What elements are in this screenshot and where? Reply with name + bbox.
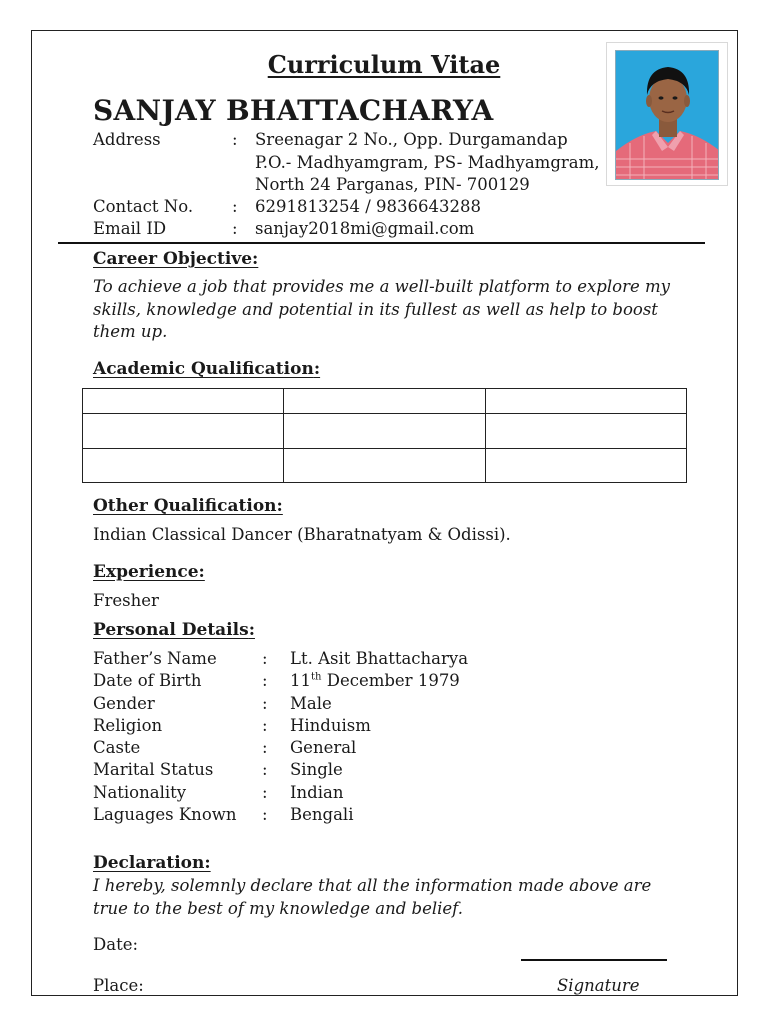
signature-line xyxy=(521,959,667,961)
career-objective-text: To achieve a job that provides me a well-built platform to explore my skills, knowledge and potential in its fullest as well as help to boost them up. xyxy=(93,277,670,341)
personal-colon: : xyxy=(262,805,268,824)
personal-details-heading-text: Personal Details xyxy=(93,620,249,640)
table-row xyxy=(83,414,687,449)
address-line-1: Sreenagar 2 No., Opp. Durgamandap xyxy=(255,130,568,149)
other-qualification-text: Indian Classical Dancer (Bharatnatyam & Odissi). xyxy=(93,525,511,544)
personal-value: Hinduism xyxy=(290,716,371,735)
profile-photo-frame xyxy=(606,42,728,186)
personal-label: Religion xyxy=(93,716,163,735)
academic-heading xyxy=(93,359,320,379)
declaration-heading: Declaration: xyxy=(93,853,211,873)
contact-label: Contact No. xyxy=(93,197,194,216)
personal-label: Date of Birth xyxy=(93,671,202,690)
email-value: sanjay2018mi@gmail.com xyxy=(255,219,475,238)
candidate-name: SANJAY BHATTACHARYA xyxy=(93,94,494,127)
academic-table xyxy=(82,388,687,483)
personal-label: Gender xyxy=(93,694,155,713)
place-label: Place: xyxy=(93,976,144,995)
profile-photo-image xyxy=(616,51,719,180)
personal-value xyxy=(290,671,460,690)
personal-details-heading xyxy=(93,620,255,640)
address-line-2: P.O.- Madhyamgram, PS- Madhyamgram, xyxy=(255,153,600,172)
personal-value: Indian xyxy=(290,783,344,802)
address-colon: : xyxy=(232,130,238,149)
table-cell xyxy=(284,389,485,414)
table-cell xyxy=(83,449,284,483)
table-cell xyxy=(284,449,485,483)
personal-colon: : xyxy=(262,738,268,757)
table-row xyxy=(83,449,687,483)
personal-value: Bengali xyxy=(290,805,354,824)
email-label: Email ID xyxy=(93,219,167,238)
signature-label: Signature xyxy=(557,976,640,995)
personal-colon: : xyxy=(262,694,268,713)
table-cell xyxy=(284,414,485,449)
contact-value: 6291813254 / 9836643288 xyxy=(255,197,482,216)
other-qualification-heading: Other Qualification: xyxy=(93,496,283,516)
personal-colon: : xyxy=(262,716,268,735)
personal-colon: : xyxy=(262,783,268,802)
personal-label: Nationality xyxy=(93,783,187,802)
personal-label: Laguages Known xyxy=(93,805,237,824)
table-row xyxy=(83,389,687,414)
profile-photo xyxy=(615,50,719,180)
personal-details-heading-colon: : xyxy=(248,620,255,640)
personal-label: Caste xyxy=(93,738,141,757)
table-cell xyxy=(485,414,686,449)
academic-heading-text: Academic Qualification xyxy=(93,359,314,379)
table-cell xyxy=(485,389,686,414)
address-label: Address xyxy=(93,130,161,149)
address-line-3: North 24 Parganas, PIN- 700129 xyxy=(255,175,530,194)
personal-label: Marital Status xyxy=(93,760,214,779)
personal-value: Lt. Asit Bhattacharya xyxy=(290,649,469,668)
dob-suffix: th xyxy=(311,671,322,683)
career-objective-heading: Career Objective: xyxy=(93,249,259,269)
dob-rest: December 1979 xyxy=(321,671,460,690)
personal-value: Single xyxy=(290,760,343,779)
date-label: Date: xyxy=(93,935,139,954)
document-title: Curriculum Vitae xyxy=(267,50,501,79)
declaration-text: I hereby, solemnly declare that all the information made above are true to the best of my knowledge and belief. xyxy=(93,876,652,918)
experience-text: Fresher xyxy=(93,591,159,610)
email-colon: : xyxy=(232,219,238,238)
personal-colon: : xyxy=(262,671,268,690)
academic-heading-colon: : xyxy=(313,359,321,379)
dob-day: 11 xyxy=(290,671,311,690)
personal-colon: : xyxy=(262,649,268,668)
table-cell xyxy=(83,414,284,449)
personal-colon: : xyxy=(262,760,268,779)
personal-label: Father’s Name xyxy=(93,649,217,668)
table-cell xyxy=(83,389,284,414)
experience-heading: Experience: xyxy=(93,562,205,582)
header-divider xyxy=(58,242,705,244)
personal-value: General xyxy=(290,738,357,757)
contact-colon: : xyxy=(232,197,238,216)
personal-value: Male xyxy=(290,694,332,713)
table-cell xyxy=(485,449,686,483)
